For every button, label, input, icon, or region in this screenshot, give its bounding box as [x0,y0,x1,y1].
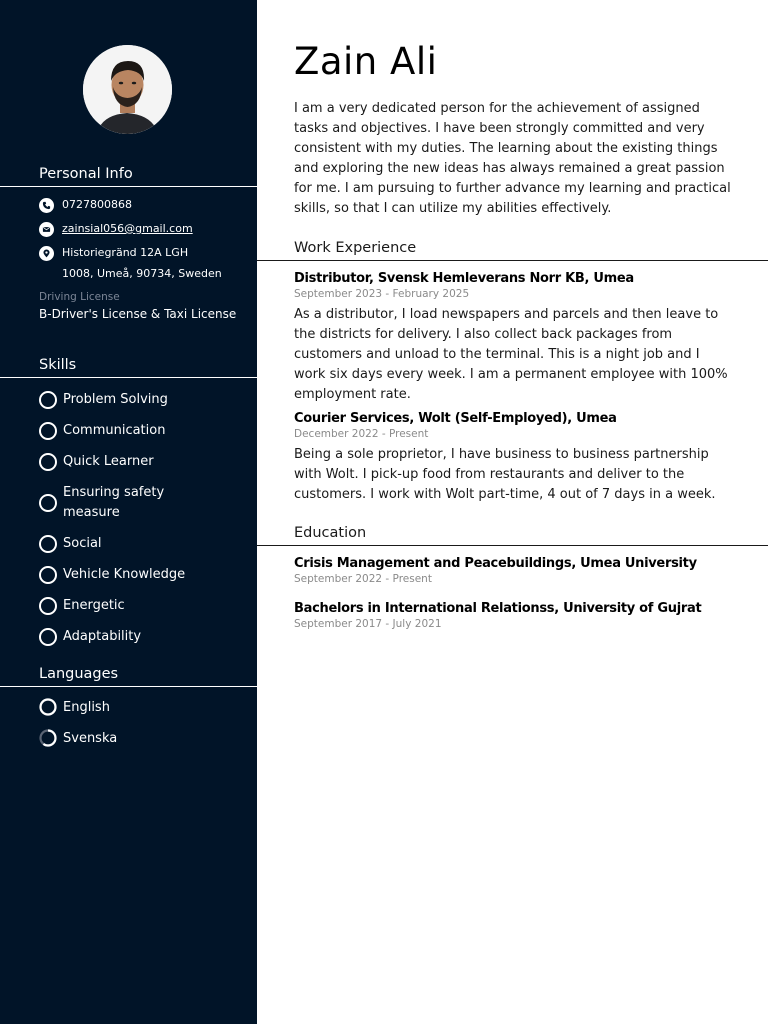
skill-label: Ensuring safety measure [63,485,165,520]
language-item [39,698,110,716]
skill-item [39,452,154,472]
skill-ring-icon [39,535,57,553]
education-title: Crisis Management and Peacebuildings, Umea University [294,556,697,571]
profile-photo [83,45,172,134]
language-label: English [63,699,110,715]
job-date: December 2022 - Present [294,428,429,440]
personal-info-divider [0,186,257,187]
skill-item [39,596,125,616]
job-description: As a distributor, I load newspapers and parcels and then leave to the districts for delivery. I also collect back packages from customers and unload to the terminal. This is a night job and I work six days every week. I am a permanent employee with 100% employment rate. [294,307,728,402]
skill-ring-icon [39,566,57,584]
skill-ring-icon [39,391,57,409]
job-description: Being a sole proprietor, I have business to business partnership with Wolt. I pick-up food from restaurants and deliver to the customers. I work with Wolt part-time, 4 out of 7 days in a week. [294,447,716,502]
address-row [39,246,222,284]
education-title: Bachelors in International Relationss, University of Gujrat [294,601,702,616]
skills-divider [0,377,257,378]
driving-license-value: B-Driver's License & Taxi License [39,307,237,321]
work-experience-divider [257,260,768,261]
phone-row [39,198,132,216]
email-icon [39,222,54,237]
education-heading: Education [294,525,367,541]
skill-item [39,390,168,410]
driving-license-label: Driving License [39,291,120,303]
language-level-ring-icon [39,698,57,716]
language-label: Svenska [63,730,118,746]
skill-label: Problem Solving [63,392,168,407]
address-line-1: Historiegränd 12A LGH [62,246,189,259]
skills-heading: Skills [39,357,77,373]
skill-ring-icon [39,453,57,471]
personal-info-heading: Personal Info [39,166,133,182]
phone-icon [39,198,54,213]
education-divider [257,545,768,546]
skill-item [39,421,165,441]
skill-item [39,565,185,585]
profile-summary: I am a very dedicated person for the achievement of assigned tasks and objectives. I have been strongly committed and very consistent with my duties. The learning about the existing things and exploring the new ideas has always remained a great passion for me. I am pursuing to further advance my learning and practical skills, so that I can utilize my abilities effectively. [294,101,731,216]
job-title: Distributor, Svensk Hemleverans Norr KB, Umea [294,271,634,286]
languages-heading: Languages [39,666,119,682]
education-date: September 2017 - July 2021 [294,618,442,630]
skill-label: Communication [63,423,166,438]
skill-ring-icon [39,597,57,615]
language-level-ring-icon [39,729,57,747]
email-row [39,222,193,240]
job-date: September 2023 - February 2025 [294,288,470,300]
skill-item [39,483,214,523]
skill-item [39,627,141,647]
skill-label: Quick Learner [63,454,154,469]
phone-number: 0727800868 [62,198,132,211]
email-link[interactable]: zainsial056@gmail.com [62,222,193,235]
location-pin-icon [39,246,54,261]
address [62,243,222,284]
language-item [39,729,117,747]
skill-ring-icon [39,494,57,512]
skill-label: Adaptability [63,629,142,644]
work-experience-heading: Work Experience [294,240,417,256]
job-title: Courier Services, Wolt (Self-Employed), Umea [294,411,617,426]
avatar [83,45,172,134]
skill-label: Vehicle Knowledge [63,567,186,582]
languages-divider [0,686,257,687]
education-date: September 2022 - Present [294,573,432,585]
sidebar [0,0,257,1024]
skill-ring-icon [39,628,57,646]
address-line-2: 1008, Umeå, 90734, Sweden [62,266,222,280]
skill-label: Social [63,536,102,551]
candidate-name: Zain Ali [294,40,438,83]
skill-ring-icon [39,422,57,440]
skill-item [39,534,102,554]
skill-label: Energetic [63,598,125,613]
